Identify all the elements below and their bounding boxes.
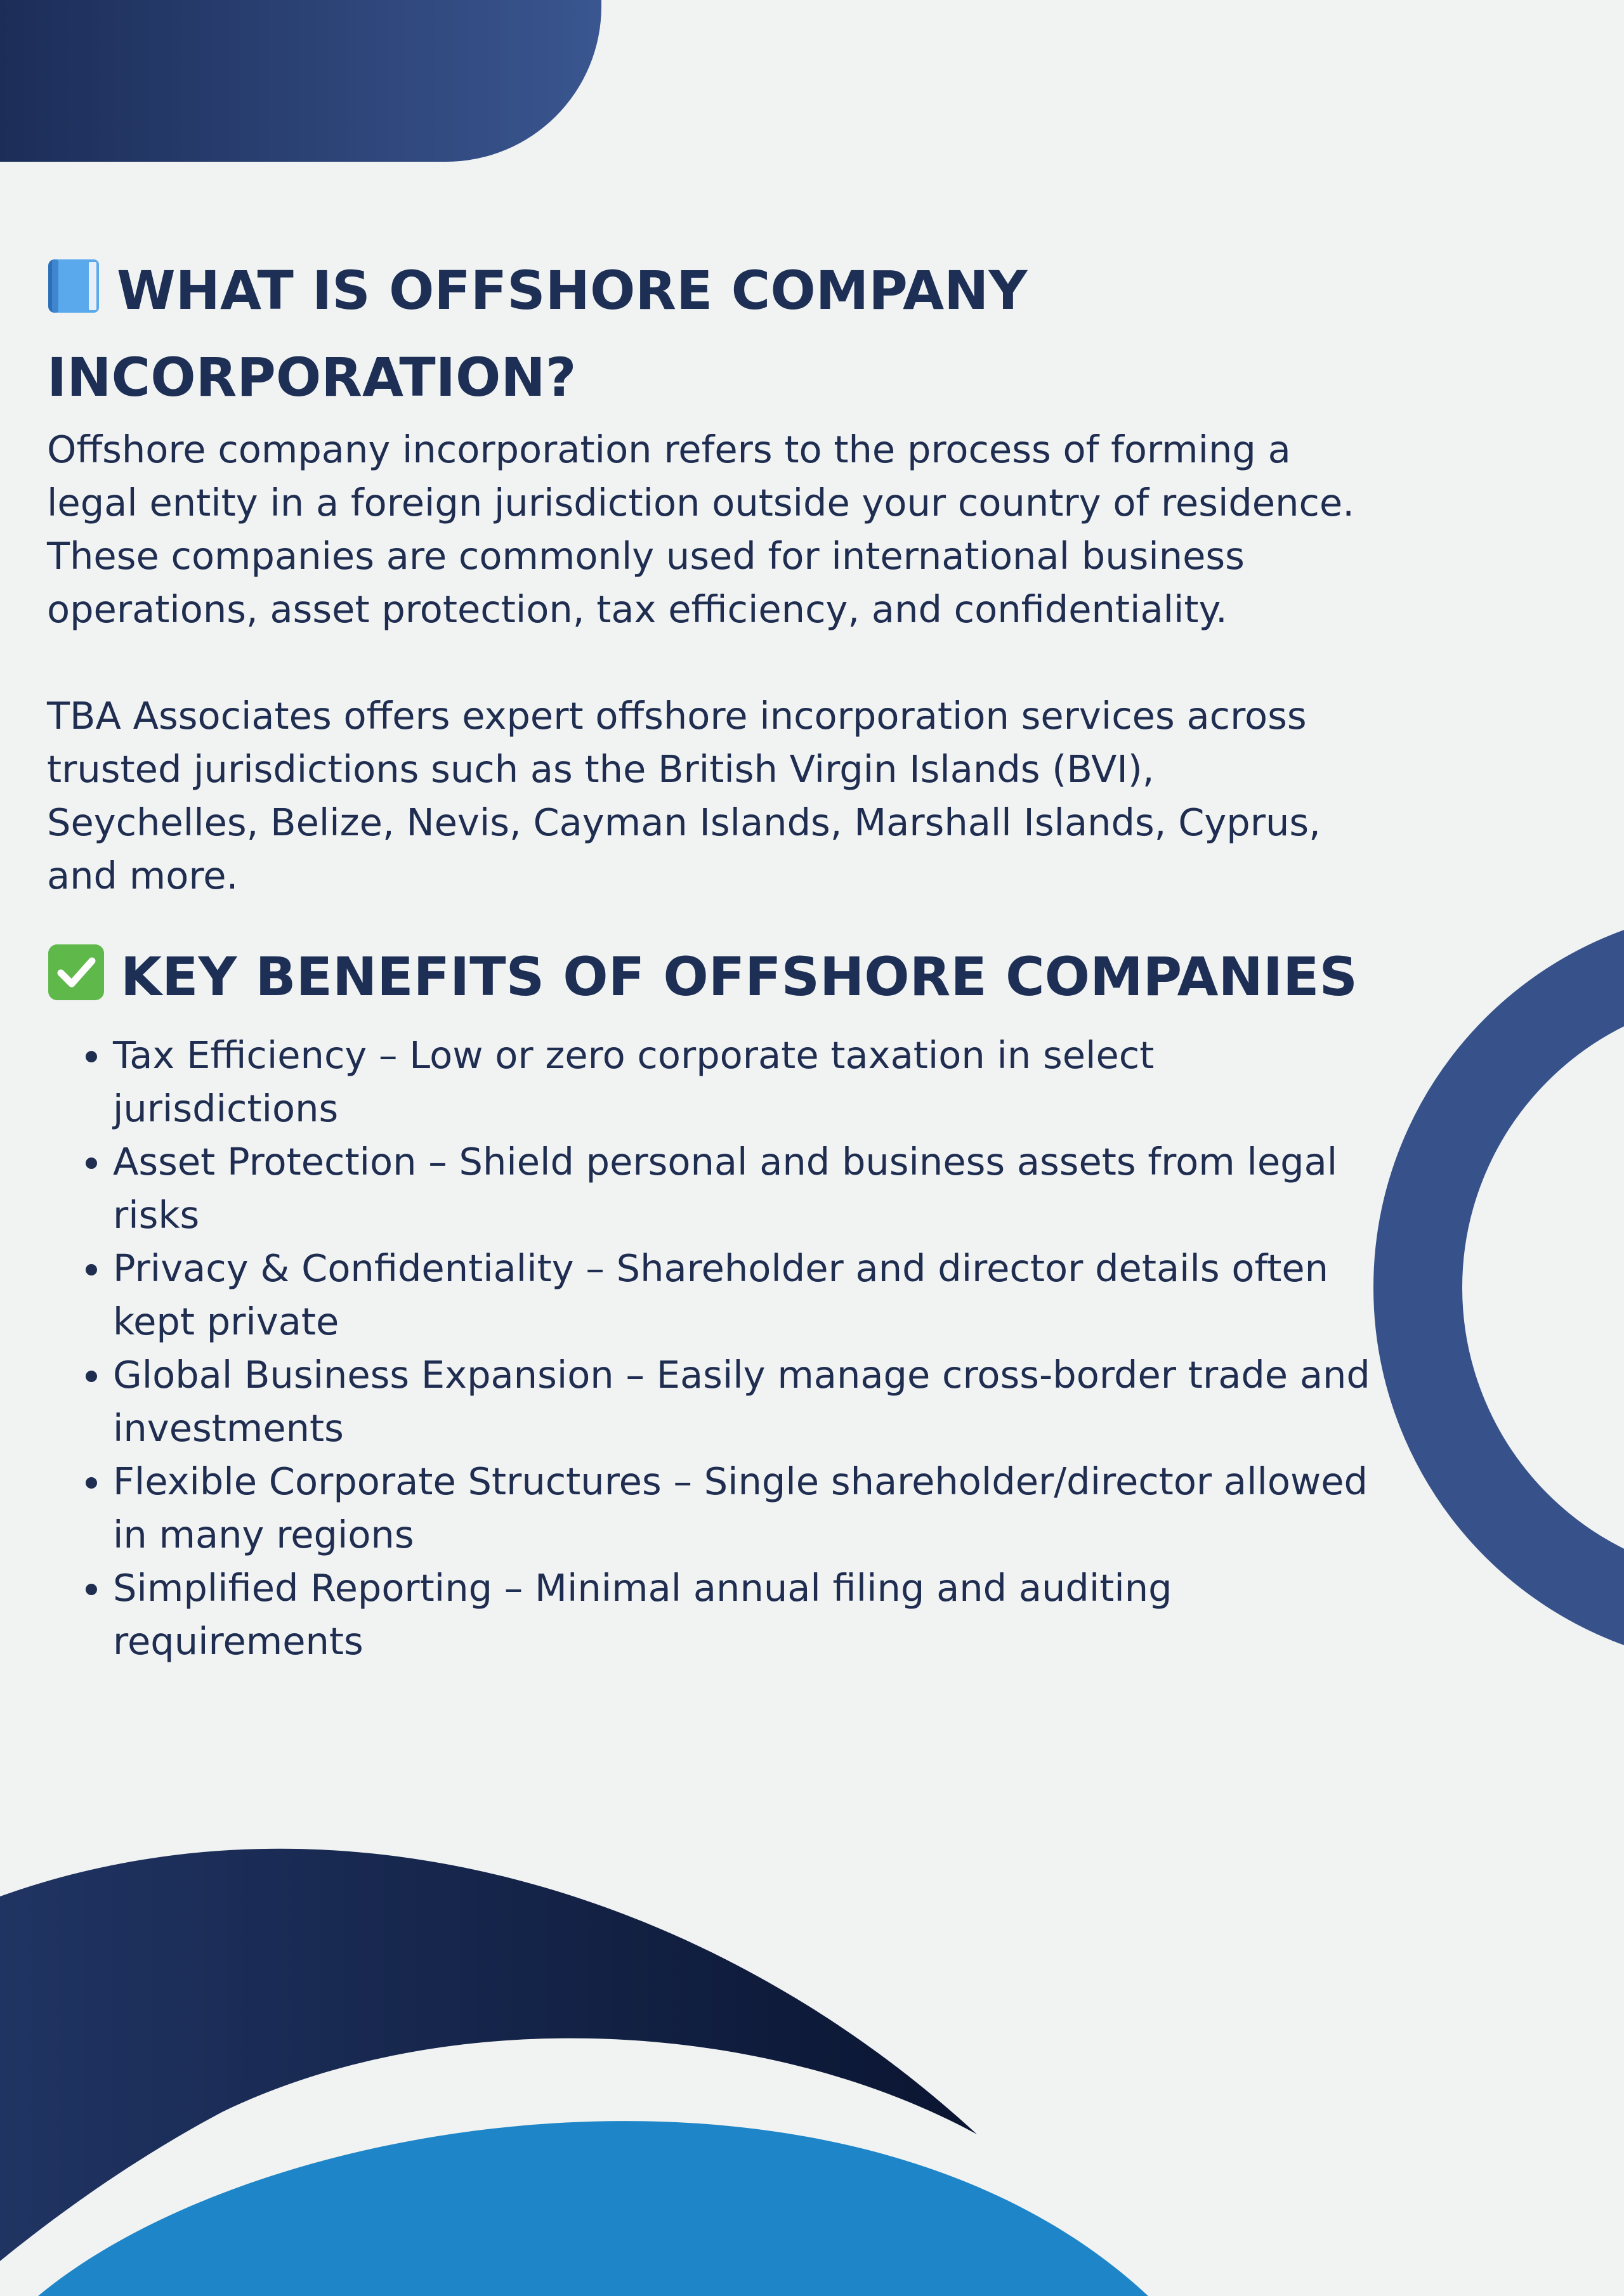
main-content	[47, 251, 1373, 1668]
check-mark-icon	[47, 943, 105, 1024]
benefit-item: • Flexible Corporate Structures – Single shareholder/director allowed in many regions	[113, 1455, 1373, 1562]
benefit-item: • Simplified Reporting – Minimal annual filing and auditing requirements	[113, 1562, 1373, 1668]
right-ring	[1418, 951, 1624, 1624]
top-left-banner	[0, 0, 601, 162]
benefit-item: • Tax Efficiency – Low or zero corporate taxation in select jurisdictions	[113, 1029, 1373, 1135]
benefit-item: • Asset Protection – Shield personal and business assets from legal risks	[113, 1135, 1373, 1242]
benefit-item: • Global Business Expansion – Easily manage cross-border trade and investments	[113, 1348, 1373, 1455]
services-paragraph: TBA Associates offers expert offshore incorporation services across trusted jurisdictions such as the British Virgin Islands (BVI), Seychelles, Belize, Nevis, Cayman Islands, Marshall Islands, Cyprus, and more.	[47, 694, 1321, 897]
blue-book-icon	[47, 257, 102, 337]
intro-paragraph: Offshore company incorporation refers to the process of forming a legal entity in a foreign jurisdiction outside your country of residence. These companies are commonly used for international business operations, asset protection, tax efficiency, and confidentiality.	[47, 427, 1354, 631]
benefits-list	[47, 1029, 1373, 1668]
benefits-title: KEY BENEFITS OF OFFSHORE COMPANIES	[121, 946, 1358, 1008]
what-is-heading	[47, 251, 1373, 418]
benefits-heading	[47, 937, 1373, 1024]
bottom-blue-wave	[38, 2121, 1148, 2296]
what-is-title: WHAT IS OFFSHORE COMPANY INCORPORATION?	[47, 259, 1028, 408]
benefit-item: • Privacy & Confidentiality – Shareholder and director details often kept private	[113, 1242, 1373, 1348]
